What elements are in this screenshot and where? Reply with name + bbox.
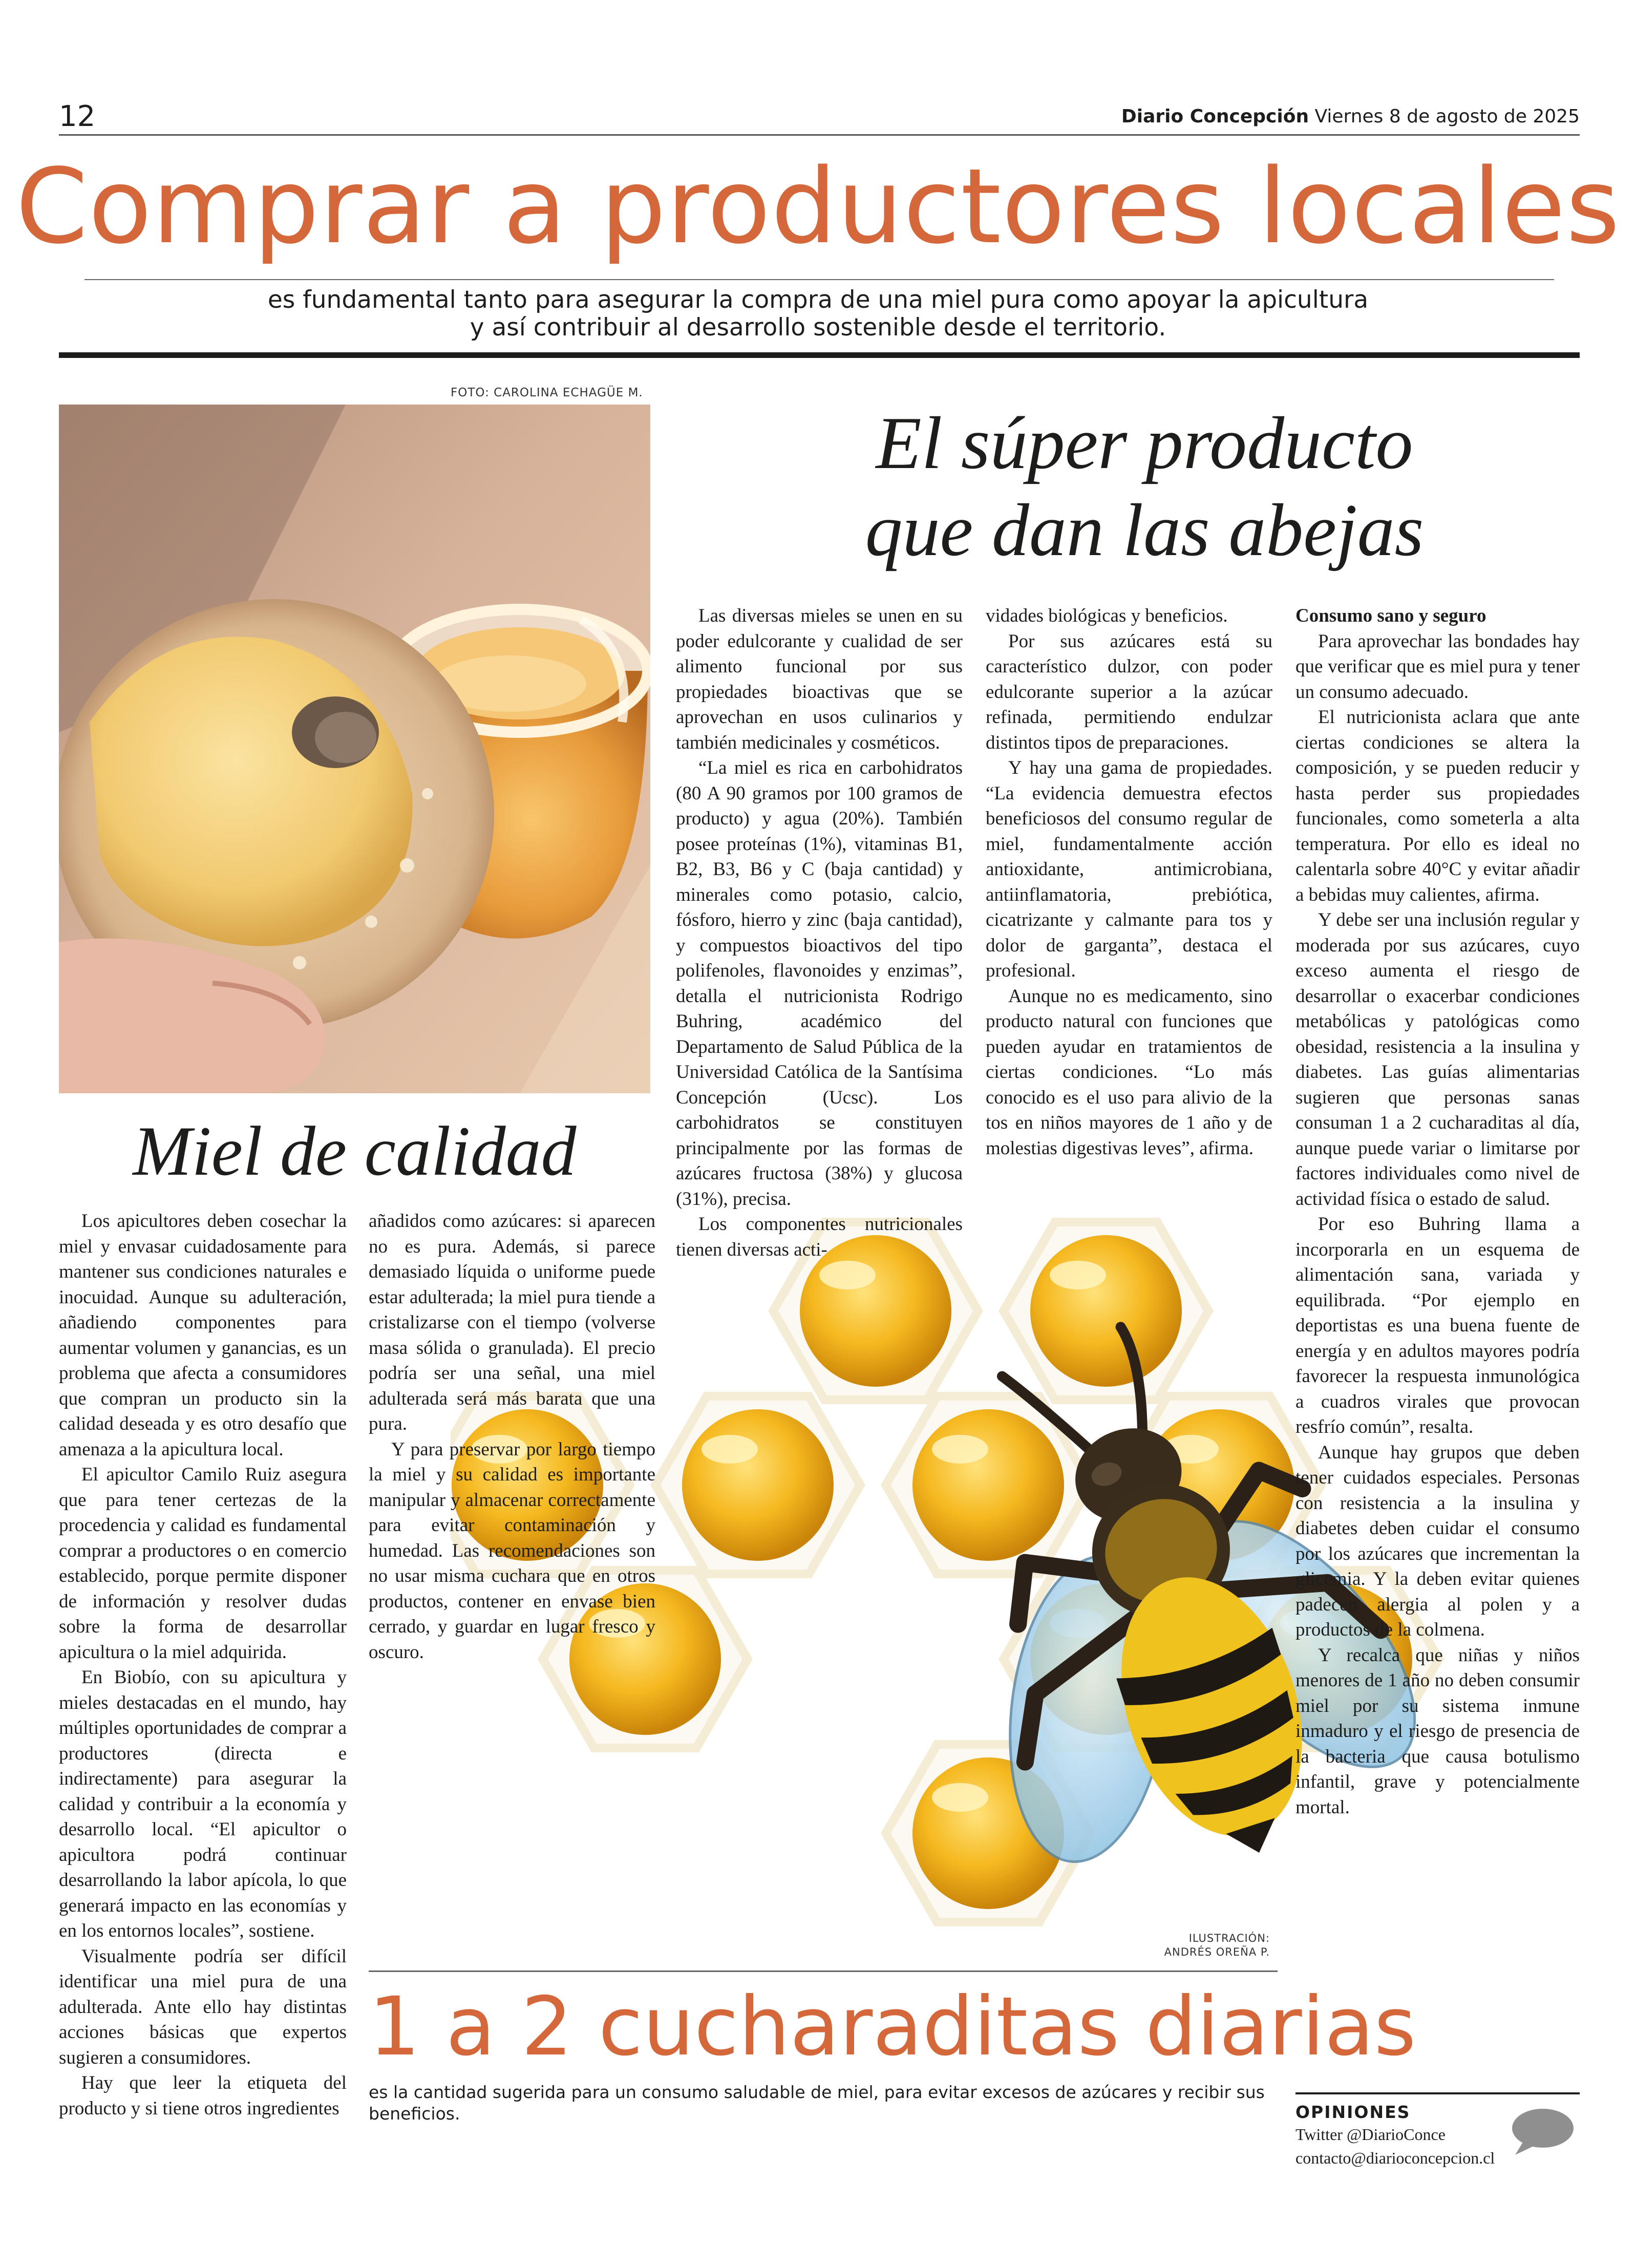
paragraph: Visualmente podría ser difícil identificar una miel pura de una adulterada. Ante ello hay distintas acciones básicas que expertos sugieren a consumidores. xyxy=(59,1945,347,2068)
quality-column-2 xyxy=(369,1209,655,1665)
illustration-credit-line-2: ANDRÉS OREÑA P. xyxy=(1164,1946,1270,1958)
paragraph: En Biobío, con su apicultura y mieles destacadas en el mundo, hay múltiples oportunidades de comprar a productores (directa e indirectamente) para asegurar la calidad y contribuir a la economía y desarrollo local. “El apicultor o apicultora podrá continuar desarrollando la labor apícola, lo que generará impacto en las economías y en los entornos locales”, sostiene. xyxy=(59,1667,347,1941)
paragraph: El nutricionista aclara que ante ciertas condiciones se altera la composición, y se pueden reducir y hasta perder sus propiedades funcionales, como someterla a alta temperatura. Por ello es ideal no calentarla sobre 40°C y evitar añadir a bebidas muy calientes, afirma. xyxy=(1295,707,1580,905)
column-subhead: Consumo sano y seguro xyxy=(1295,605,1486,626)
title-rule xyxy=(84,279,1554,280)
paragraph: Y recalca que niñas y niños menores de 1 año no deben consumir miel por su sistema inmune inmaduro y el riesgo de presencia de la bacteria que causa botulismo infantil, grave y potencialmente mortal. xyxy=(1295,1644,1580,1818)
illustration-credit-line-1: ILUSTRACIÓN: xyxy=(1188,1932,1270,1944)
paragraph: Las diversas mieles se unen en su poder edulcorante y cualidad de ser alimento funcional por sus propiedades bioactivas que se aprovechan en usos culinarios y también medicinales y cosméticos. xyxy=(676,605,963,753)
photo-credit: FOTO: CAROLINA ECHAGÜE M. xyxy=(451,386,643,399)
paragraph: Y para preservar por largo tiempo la miel y su calidad es importante manipular y almacenar correctamente para evitar contaminación y humedad. Las recomendaciones son no usar misma cuchara que en otros productos, contener en envase bien cerrado, y guardar en lugar fresco y oscuro. xyxy=(369,1438,655,1663)
article-heading-quality: Miel de calidad xyxy=(133,1112,577,1190)
header-rule xyxy=(59,134,1580,136)
quality-column-1 xyxy=(59,1209,347,2121)
publication-name: Diario Concepción xyxy=(1121,106,1309,127)
article-heading-main xyxy=(778,399,1511,574)
paragraph: Y debe ser una inclusión regular y moderada por sus azúcares, cuyo exceso aumenta el riesgo de desarrollar o exacerbar condiciones metabólicas y patológicas como obesidad, resistencia a la insulina y diabetes. Las guías alimentarias sugieren que personas sanas consuman 1 a 2 cucharaditas al día, aunque puede variar o limitarse por factores individuales como nivel de actividad física o estado de salud. xyxy=(1295,909,1580,1210)
paragraph: Por eso Buhring llama a incorporarla en un esquema de alimentación sana, variada y equilibrada. “Por ejemplo en deportistas es una buena fuente de energía y en adultos mayores podría favorecer la respuesta inmunológica a cuadros virales que provocan resfrío común”, resalta. xyxy=(1295,1214,1580,1437)
paragraph: Hay que leer la etiqueta del producto y si tiene otros ingredientes xyxy=(59,2072,347,2119)
paragraph: Aunque hay grupos que deben tener cuidados especiales. Personas con resistencia a la insulina y diabetes deben cuidar el consumo por los azúcares que incrementan la glicemia. Y la deben evitar quienes padecen alergia al polen y a productos de la colmena. xyxy=(1295,1442,1580,1640)
illustration-credit xyxy=(1147,1932,1270,1959)
heading-line-1: El súper producto xyxy=(876,401,1413,484)
paragraph: Los componentes nutricionales tienen diversas acti- xyxy=(676,1214,963,1260)
honey-photo xyxy=(59,405,650,1093)
paragraph: Y hay una gama de propiedades. “La evidencia demuestra efectos beneficiosos del consumo regular de miel, fundamentalmente acción antioxidante, antimicrobiana, antiinflamatoria, prebiótica, cicatrizante y calmante para tos y dolor de garganta”, destaca el profesional. xyxy=(986,757,1272,981)
paragraph: Aunque no es medicamento, sino producto natural con funciones que pueden ayudar en tratamientos de ciertas condiciones. “Lo más conocido es el uso para alivio de la tos en niños mayores de 1 año y de molestias digestivas leves”, afirma. xyxy=(986,985,1272,1159)
paragraph: añadidos como azúcares: si aparecen no es pura. Además, si parece demasiado líquida o uniforme puede estar adulterada; la miel pura tiende a cristalizarse con el tiempo (volverse masa sólida o granulada). El precio podría ser una señal, una miel adulterada será más barata que una pura. xyxy=(369,1211,655,1434)
subtitle-line-2: y así contribuir al desarrollo sostenible desde el territorio. xyxy=(470,313,1166,342)
masthead xyxy=(1121,106,1580,127)
speech-bubble-icon xyxy=(1508,2106,1575,2157)
highlight-caption: es la cantidad sugerida para un consumo saludable de miel, para evitar excesos de azúcares y recibir sus beneficios. xyxy=(369,2082,1265,2124)
highlight-rule xyxy=(369,1970,1278,1972)
article-column-4 xyxy=(986,603,1272,1161)
article-column-3 xyxy=(676,603,963,1262)
paragraph: “La miel es rica en carbohidratos (80 A 90 gramos por 100 gramos de producto) y agua (20%). También posee proteínas (1%), vitaminas B1, B2, B3, B6 y C (baja cantidad) y minerales como potasio, calcio, fósforo, hierro y zinc (baja cantidad), y compuestos bioactivos del tipo polifenoles, flavonoides y enzimas”, detalla el nutricionista Rodrigo Buhring, académico del Departamento de Salud Pública de la Universidad Católica de la Santísima Concepción (Ucsc). Los carbohidratos se constituyen principalmente por las formas de azúcares fructosa (38%) y glucosa (31%), precisa. xyxy=(676,757,963,1210)
paragraph: vidades biológicas y beneficios. xyxy=(986,605,1228,626)
section-rule xyxy=(59,352,1580,358)
opinions-email[interactable]: contacto@diarioconcepcion.cl xyxy=(1295,2149,1495,2167)
page-title: Comprar a productores locales xyxy=(15,146,1621,267)
opinions-label: OPINIONES xyxy=(1295,2102,1411,2122)
article-column-5 xyxy=(1295,603,1580,1820)
paragraph: Para aprovechar las bondades hay que verificar que es miel pura y tener un consumo adecuado. xyxy=(1295,630,1580,703)
opinions-rule xyxy=(1295,2092,1580,2094)
paragraph: El apicultor Camilo Ruiz asegura que para tener certezas de la procedencia y calidad es fundamental comprar a productores o en comercio establecido, porque permite disponer de información y resolver dudas sobre la forma de desarrollar apicultura o la miel adquirida. xyxy=(59,1464,347,1663)
page-number: 12 xyxy=(59,100,96,133)
heading-line-2: que dan las abejas xyxy=(865,489,1424,571)
paragraph: Por sus azúcares está su característico dulzor, con poder edulcorante superior a la azúcar refinada, permitiendo endulzar distintos tipos de preparaciones. xyxy=(986,630,1272,753)
opinions-twitter[interactable]: Twitter @DiarioConce xyxy=(1295,2125,1446,2144)
highlight-figure: 1 a 2 cucharaditas diarias xyxy=(369,1980,1416,2074)
subtitle-line-1: es fundamental tanto para asegurar la compra de una miel pura como apoyar la apicultura xyxy=(267,286,1369,314)
issue-date: Viernes 8 de agosto de 2025 xyxy=(1314,106,1580,127)
paragraph: Los apicultores deben cosechar la miel y envasar cuidadosamente para mantener sus condiciones naturales e inocuidad. Aunque su adulteración, añadiendo componentes para aumentar volumen y ganancias, es un problema que afecta a consumidores que compran un producto sin la calidad deseada y es otro desafío que amenaza a la apicultura local. xyxy=(59,1211,347,1460)
